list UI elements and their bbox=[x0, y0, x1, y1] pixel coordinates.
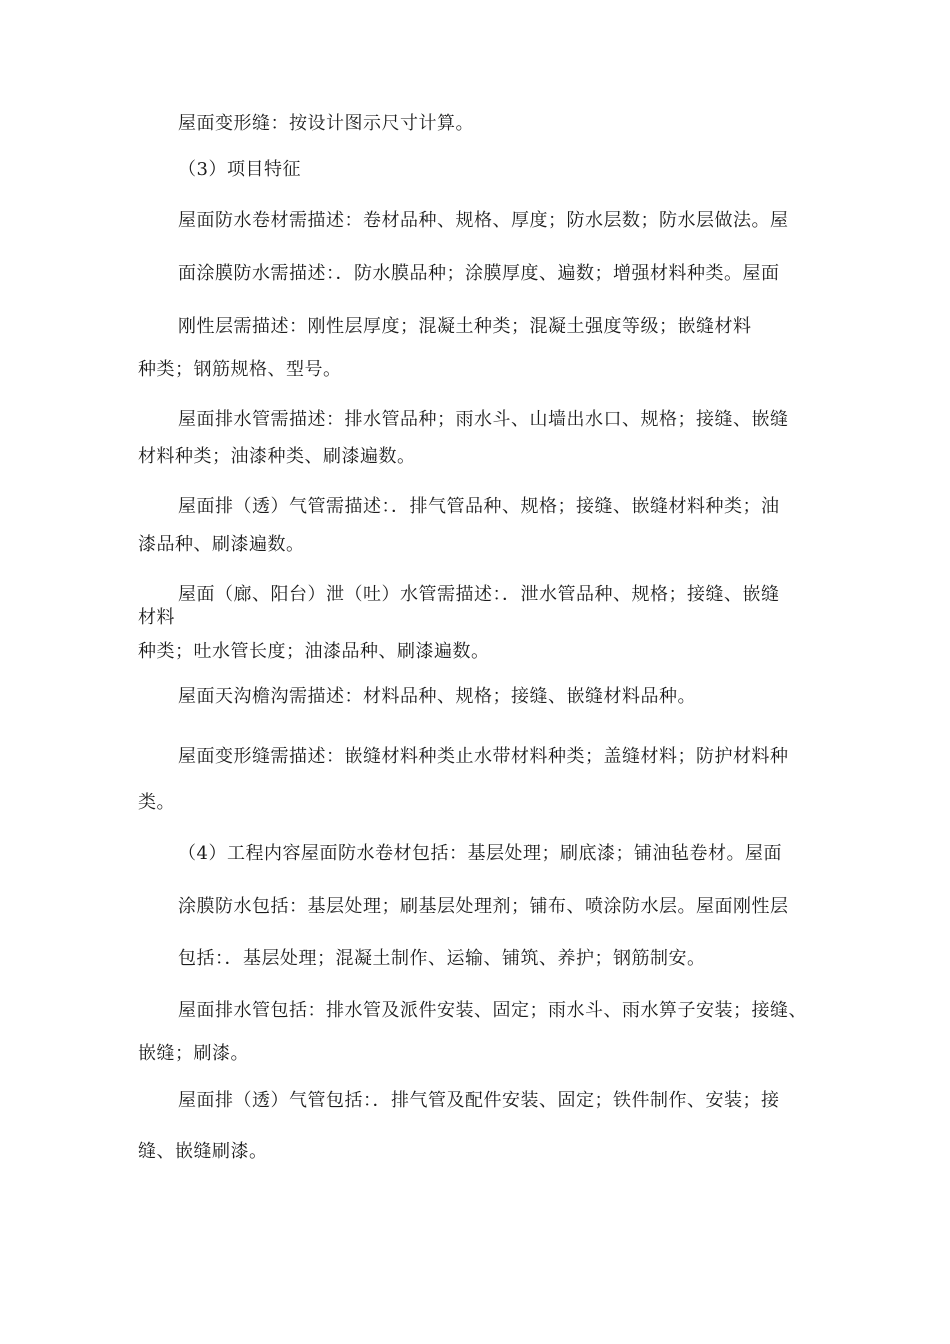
text-line: 屋面排（透）气管需描述：．排气管品种、规格；接缝、嵌缝材料种类；油 bbox=[178, 496, 780, 517]
text-line: 屋面防水卷材需描述：卷材品种、规格、厚度；防水层数；防水层做法。屋 bbox=[178, 210, 789, 231]
text-line: 面涂膜防水需描述：．防水膜品种；涂膜厚度、遍数；增强材料种类。屋面 bbox=[178, 263, 780, 284]
text-line: 屋面（廊、阳台）泄（吐）水管需描述：．泄水管品种、规格；接缝、嵌缝 bbox=[178, 584, 780, 605]
section-heading: （3）项目特征 bbox=[178, 159, 301, 180]
text-line: 屋面变形缝：按设计图示尺寸计算。 bbox=[178, 113, 474, 134]
text-line: 屋面天沟檐沟需描述：材料品种、规格；接缝、嵌缝材料品种。 bbox=[178, 686, 696, 707]
text-line: 屋面变形缝需描述：嵌缝材料种类止水带材料种类；盖缝材料；防护材料种 bbox=[178, 746, 789, 767]
text-line: 类。 bbox=[138, 792, 175, 813]
text-line: 包括：．基层处理；混凝土制作、运输、铺筑、养护；钢筋制安。 bbox=[178, 948, 706, 969]
text-line: 屋面排水管需描述：排水管品种；雨水斗、山墙出水口、规格；接缝、嵌缝 bbox=[178, 409, 789, 430]
text-line: 种类；钢筋规格、型号。 bbox=[138, 359, 342, 380]
text-line: 涂膜防水包括：基层处理；刷基层处理剂；铺布、喷涂防水层。屋面刚性层 bbox=[178, 896, 789, 917]
text-line: 材料种类；油漆种类、刷漆遍数。 bbox=[138, 446, 416, 467]
text-line: 屋面排（透）气管包括：．排气管及配件安装、固定；铁件制作、安装；接 bbox=[178, 1090, 780, 1111]
text-line: 缝、嵌缝刷漆。 bbox=[138, 1141, 268, 1162]
text-line: 种类；吐水管长度；油漆品种、刷漆遍数。 bbox=[138, 641, 490, 662]
text-line: 嵌缝；刷漆。 bbox=[138, 1043, 249, 1064]
section-heading: （4）工程内容屋面防水卷材包括：基层处理；刷底漆；铺油毡卷材。屋面 bbox=[178, 843, 782, 864]
text-line: 刚性层需描述：刚性层厚度；混凝土种类；混凝土强度等级；嵌缝材料 bbox=[178, 316, 752, 337]
text-line: 漆品种、刷漆遍数。 bbox=[138, 534, 305, 555]
text-line: 材料 bbox=[138, 607, 175, 628]
text-line: 屋面排水管包括：排水管及派件安装、固定；雨水斗、雨水箅子安装；接缝、 bbox=[178, 1000, 807, 1021]
